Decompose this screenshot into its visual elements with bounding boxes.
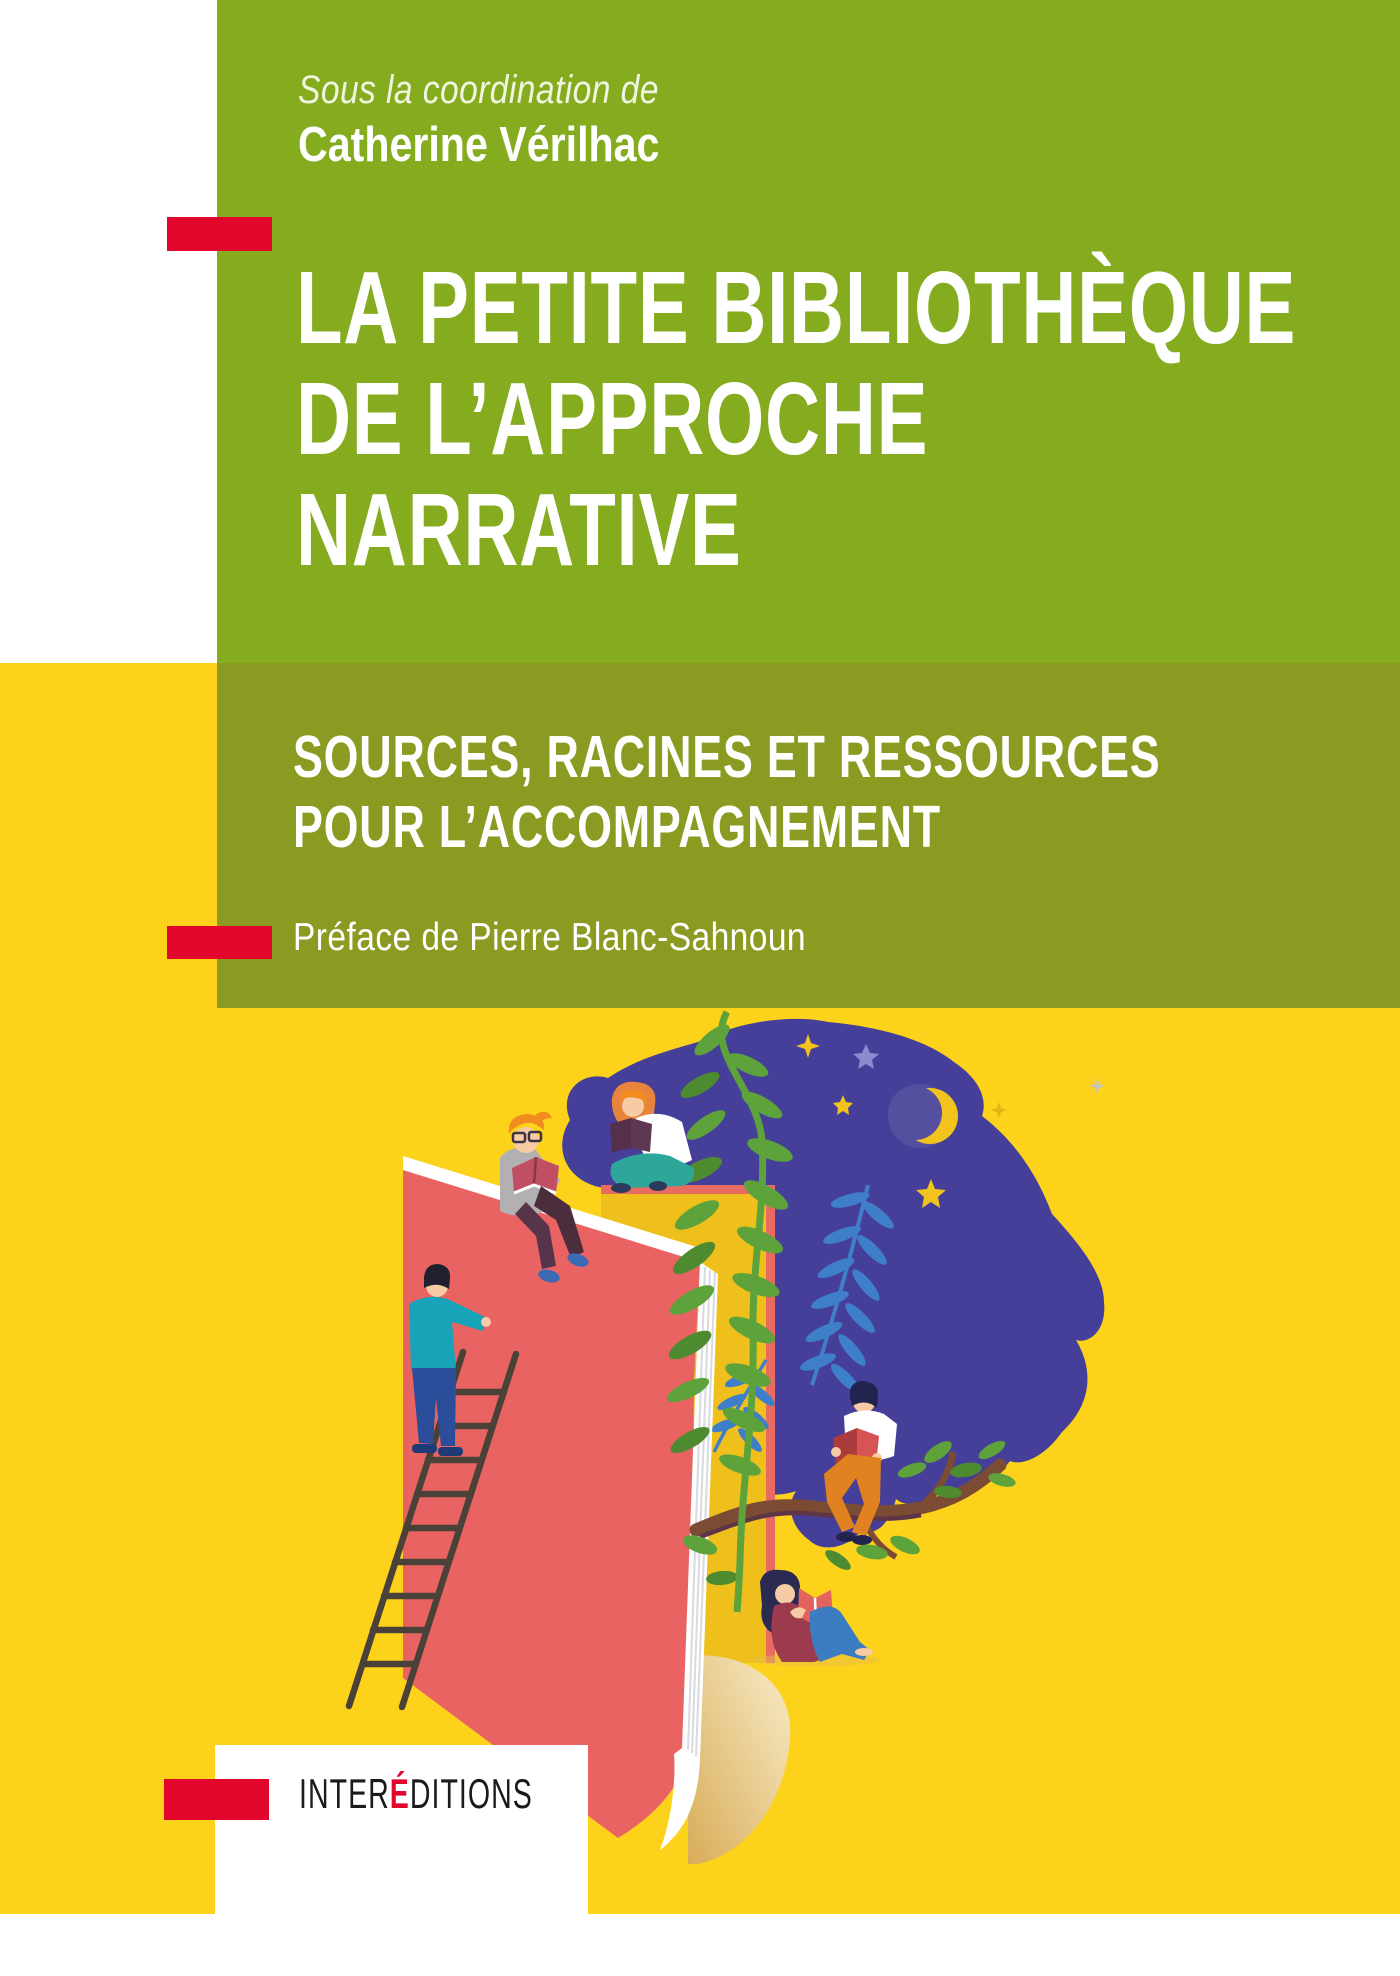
- author-credit: [298, 64, 659, 174]
- title-line-2: DE L’APPROCHE: [296, 361, 929, 476]
- star-icon: [1089, 1078, 1105, 1094]
- title-line-1: LA PETITE BIBLIOTHÈQUE: [296, 250, 1297, 365]
- publisher-logo: [299, 1770, 533, 1818]
- red-accent-tab-middle: [167, 926, 272, 959]
- author-intro: Sous la coordination de: [298, 68, 659, 112]
- book-title: [296, 252, 1296, 585]
- star-icon: [991, 1102, 1007, 1118]
- author-name: Catherine Vérilhac: [298, 118, 660, 172]
- subtitle-line-2: POUR L’ACCOMPAGNEMENT: [293, 794, 941, 860]
- sand-dune: [688, 1655, 790, 1864]
- red-accent-tab-top: [167, 217, 272, 251]
- publisher-accent-letter: É: [389, 1770, 410, 1817]
- publisher-prefix: INTER: [299, 1770, 390, 1817]
- publisher-suffix: DITIONS: [409, 1770, 533, 1817]
- title-line-3: NARRATIVE: [296, 472, 742, 587]
- book-subtitle: [293, 722, 1160, 862]
- preface-credit: Préface de Pierre Blanc-Sahnoun: [293, 916, 807, 959]
- subtitle-line-1: SOURCES, RACINES ET RESSOURCES: [293, 724, 1161, 790]
- red-accent-tab-bottom: [164, 1779, 269, 1820]
